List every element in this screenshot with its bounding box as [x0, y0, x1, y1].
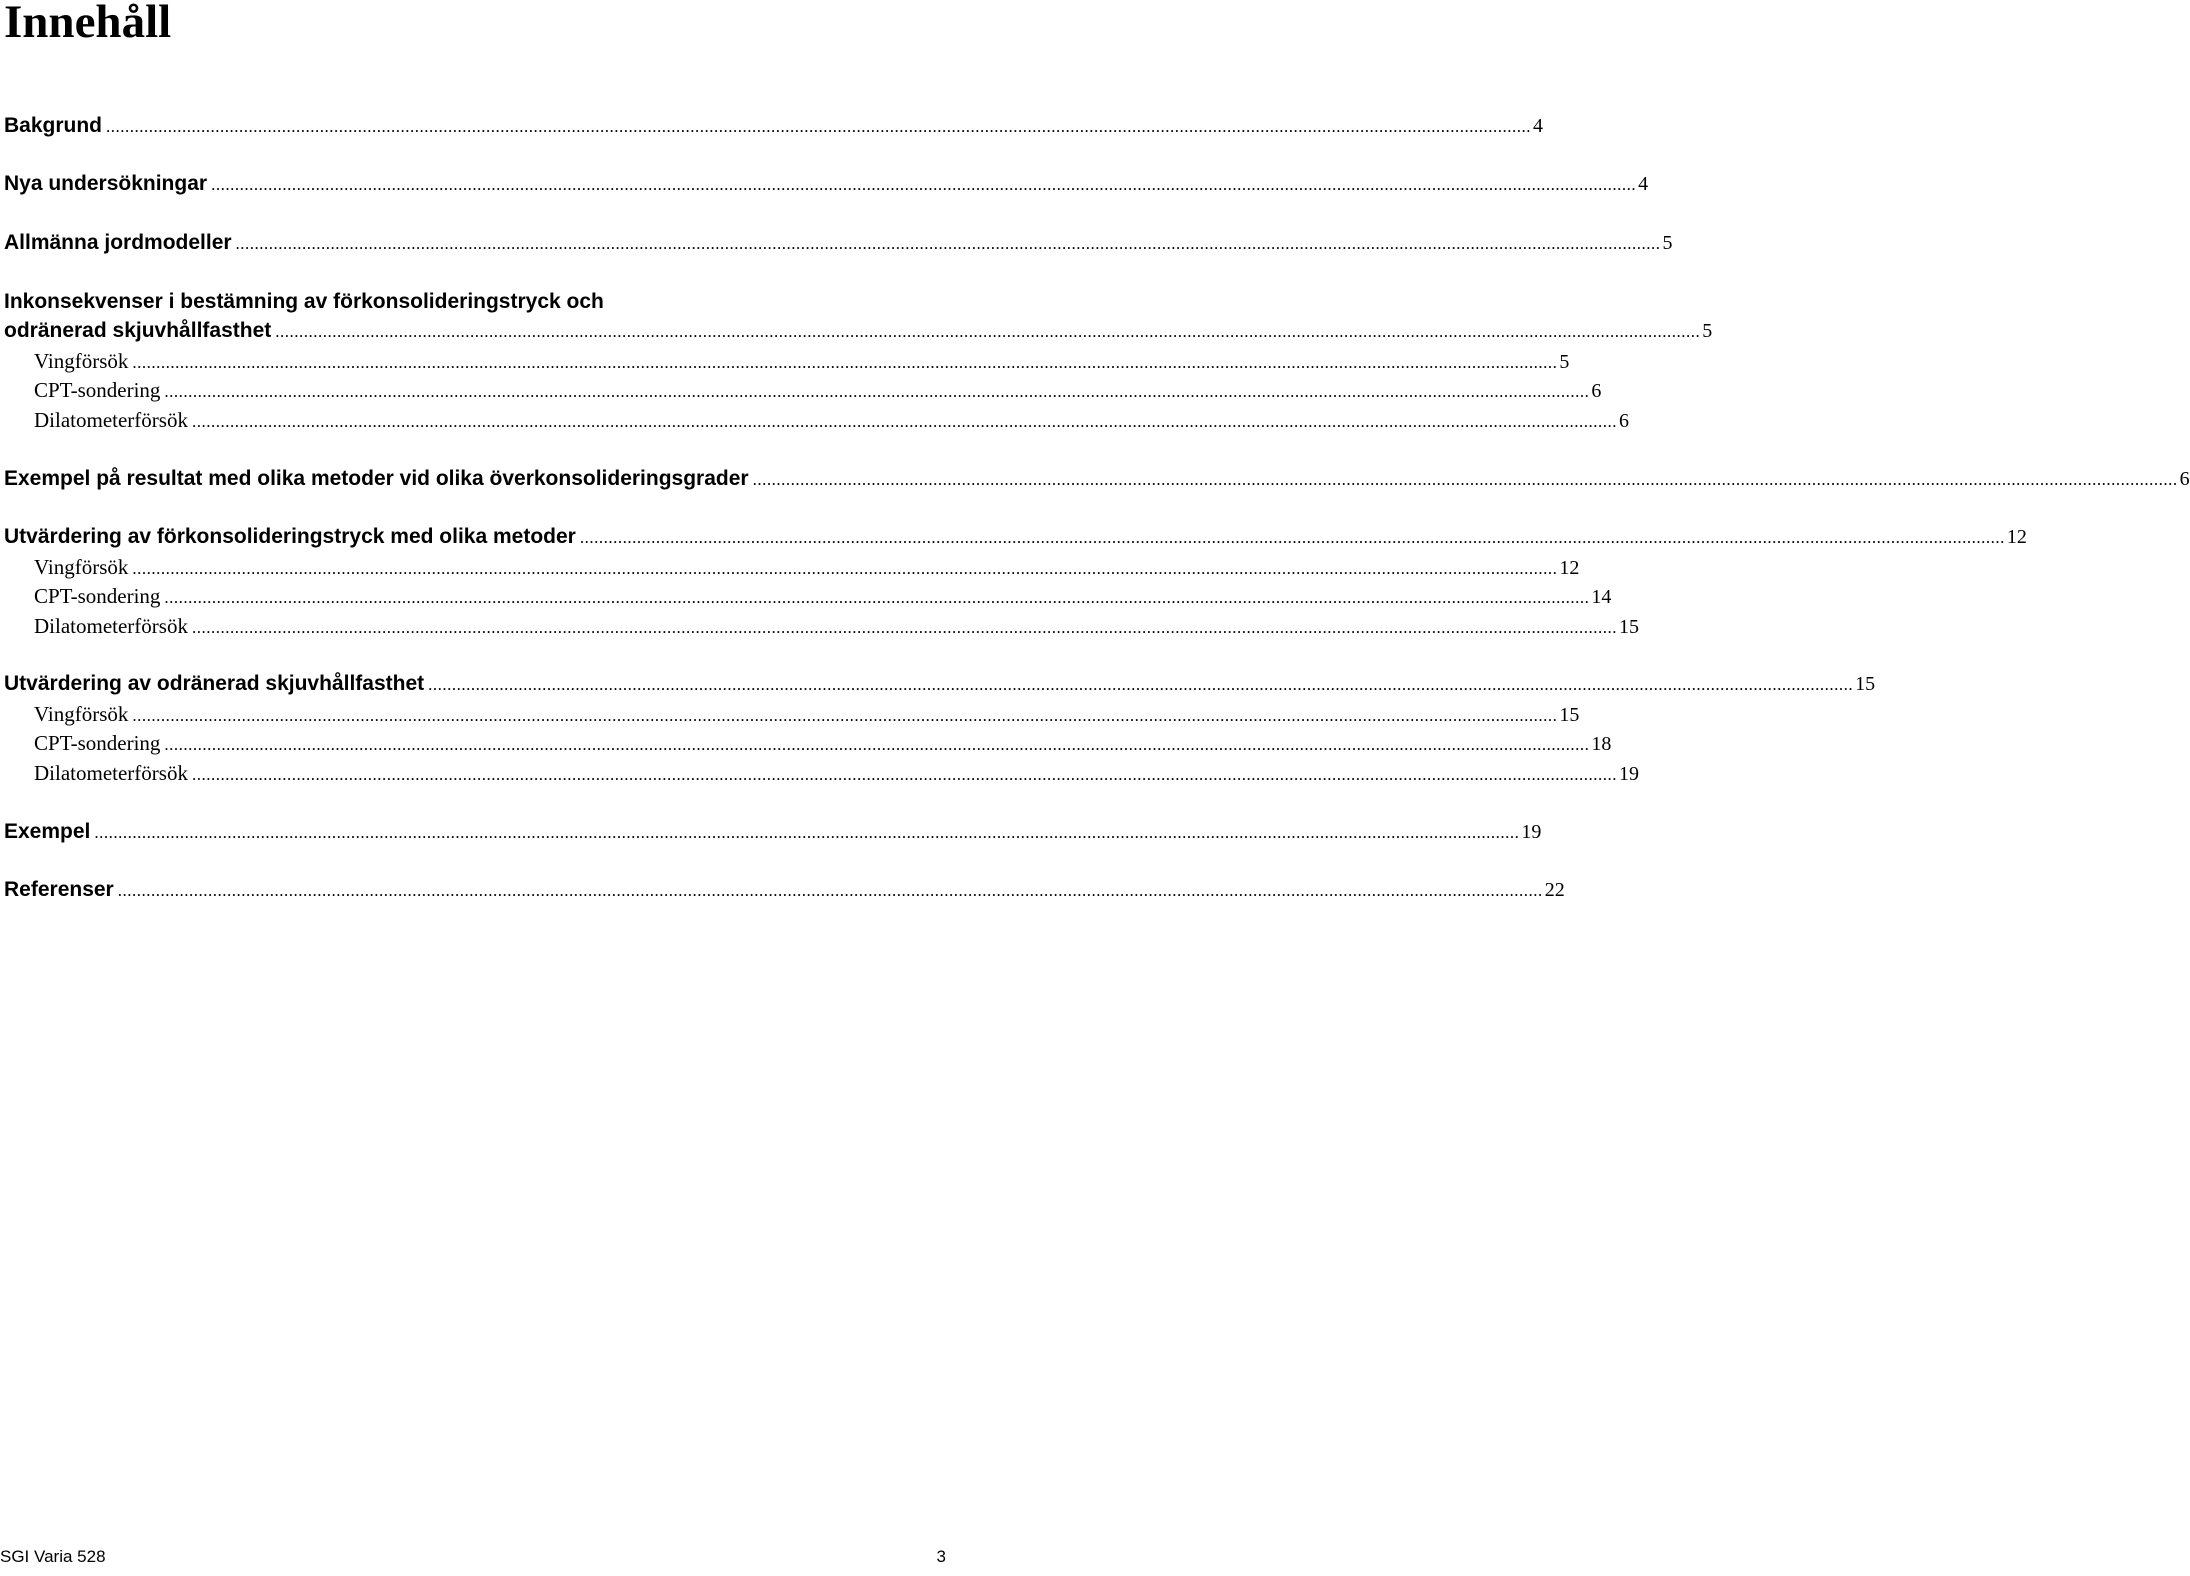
toc-subentry-vingforsok[interactable] [34, 555, 1580, 580]
toc-entry-label: Referenser [4, 878, 114, 901]
toc-entry-page: 15 [1559, 704, 1580, 726]
toc-entry-exempel[interactable] [4, 820, 1542, 844]
dot-leader: ............................................................................................................................................................................................................................................................................................................ [132, 706, 1558, 725]
toc-entry-page: 5 [1559, 351, 1570, 373]
toc-entry-utvardering-skjuvhallfasthet[interactable] [4, 672, 1876, 696]
toc-entry-exempel-pa-resultat[interactable] [4, 467, 2190, 491]
toc-subentry-dilatometerforsok[interactable] [34, 614, 1639, 639]
toc-subentry-dilatometerforsok[interactable] [34, 761, 1639, 786]
toc-subentry-cpt-sondering[interactable] [34, 584, 1612, 609]
page-number: 3 [936, 1547, 946, 1566]
toc-subentry-vingforsok[interactable] [34, 702, 1580, 727]
toc-entry-inkonsekvenser-line1[interactable]: Inkonsekvenser i bestämning av förkonsolideringstryck och [4, 290, 604, 313]
toc-entry-label: Vingförsök [34, 702, 129, 726]
toc-entry-page: 4 [1533, 115, 1544, 137]
toc-entry-label: Dilatometerförsök [34, 614, 188, 638]
toc-entry-page: 6 [1591, 380, 1602, 402]
dot-leader: ............................................................................................................................................................................................................................................................................................................ [94, 823, 1520, 842]
toc-entry-page: 18 [1591, 733, 1612, 755]
toc-entry-label: CPT-sondering [34, 731, 161, 755]
page-title: Innehåll [4, 0, 172, 48]
toc-entry-label: Bakgrund [4, 114, 103, 137]
toc-entry-page: 5 [1662, 232, 1673, 254]
toc-entry-label: Utvärdering av förkonsolideringstryck med olika metoder [4, 525, 576, 548]
dot-leader: ............................................................................................................................................................................................................................................................................................................ [117, 881, 1543, 900]
dot-leader: ............................................................................................................................................................................................................................................................................................................ [106, 117, 1532, 136]
dot-leader: ............................................................................................................................................................................................................................................................................................................ [235, 234, 1661, 253]
toc-entry-referenser[interactable] [4, 878, 1565, 902]
toc-entry-page: 6 [2179, 468, 2190, 490]
toc-entry-label: Nya undersökningar [4, 172, 208, 195]
dot-leader: ............................................................................................................................................................................................................................................................................................................ [164, 735, 1590, 754]
toc-entry-label: Dilatometerförsök [34, 761, 188, 785]
dot-leader: ............................................................................................................................................................................................................................................................................................................ [752, 470, 2178, 489]
toc-entry-page: 6 [1618, 410, 1629, 432]
toc-subentry-cpt-sondering[interactable] [34, 378, 1602, 403]
toc-entry-page: 15 [1618, 616, 1639, 638]
toc-entry-label: odränerad skjuvhållfasthet [4, 319, 272, 342]
toc-entry-label: Utvärdering av odränerad skjuvhållfasthet [4, 672, 425, 695]
dot-leader: ............................................................................................................................................................................................................................................................................................................ [191, 412, 1617, 431]
dot-leader: ............................................................................................................................................................................................................................................................................................................ [211, 175, 1637, 194]
toc-entry-page: 12 [2006, 526, 2027, 548]
dot-leader: ............................................................................................................................................................................................................................................................................................................ [164, 382, 1590, 401]
toc-entry-page: 12 [1559, 557, 1580, 579]
toc-entry-inkonsekvenser[interactable] [4, 319, 1713, 343]
dot-leader: ............................................................................................................................................................................................................................................................................................................ [579, 528, 2005, 547]
publication-name: SGI Varia 528 [0, 1547, 106, 1566]
dot-leader: ............................................................................................................................................................................................................................................................................................................ [428, 675, 1854, 694]
toc-entry-allmanna-jordmodeller[interactable] [4, 231, 1673, 255]
toc-entry-label: CPT-sondering [34, 378, 161, 402]
dot-leader: ............................................................................................................................................................................................................................................................................................................ [275, 322, 1701, 341]
toc-subentry-vingforsok[interactable] [34, 349, 1570, 374]
toc-entry-label: Dilatometerförsök [34, 408, 188, 432]
toc-entry-page: 22 [1544, 879, 1565, 901]
toc-entry-label: Vingförsök [34, 555, 129, 579]
dot-leader: ............................................................................................................................................................................................................................................................................................................ [164, 588, 1590, 607]
toc-subentry-cpt-sondering[interactable] [34, 731, 1612, 756]
toc-entry-page: 14 [1591, 586, 1612, 608]
dot-leader: ............................................................................................................................................................................................................................................................................................................ [191, 765, 1617, 784]
dot-leader: ............................................................................................................................................................................................................................................................................................................ [132, 559, 1558, 578]
toc-entry-utvardering-forkonsolideringstryck[interactable] [4, 525, 2027, 549]
toc-entry-nya-undersokningar[interactable] [4, 172, 1649, 196]
toc-entry-page: 19 [1521, 821, 1542, 843]
toc-entry-label: Exempel [4, 820, 91, 843]
toc-entry-label: Allmänna jordmodeller [4, 231, 232, 254]
toc-entry-page: 15 [1855, 673, 1876, 695]
toc-entry-page: 19 [1618, 763, 1639, 785]
dot-leader: ............................................................................................................................................................................................................................................................................................................ [132, 353, 1558, 372]
toc-entry-page: 5 [1702, 320, 1713, 342]
toc-entry-bakgrund[interactable] [4, 114, 1544, 138]
toc-entry-label: CPT-sondering [34, 584, 161, 608]
toc-entry-page: 4 [1638, 173, 1649, 195]
dot-leader: ............................................................................................................................................................................................................................................................................................................ [191, 618, 1617, 637]
toc-entry-label: Exempel på resultat med olika metoder vid olika överkonsolideringsgrader [4, 467, 749, 490]
toc-subentry-dilatometerforsok[interactable] [34, 408, 1629, 433]
toc-entry-label: Vingförsök [34, 349, 129, 373]
